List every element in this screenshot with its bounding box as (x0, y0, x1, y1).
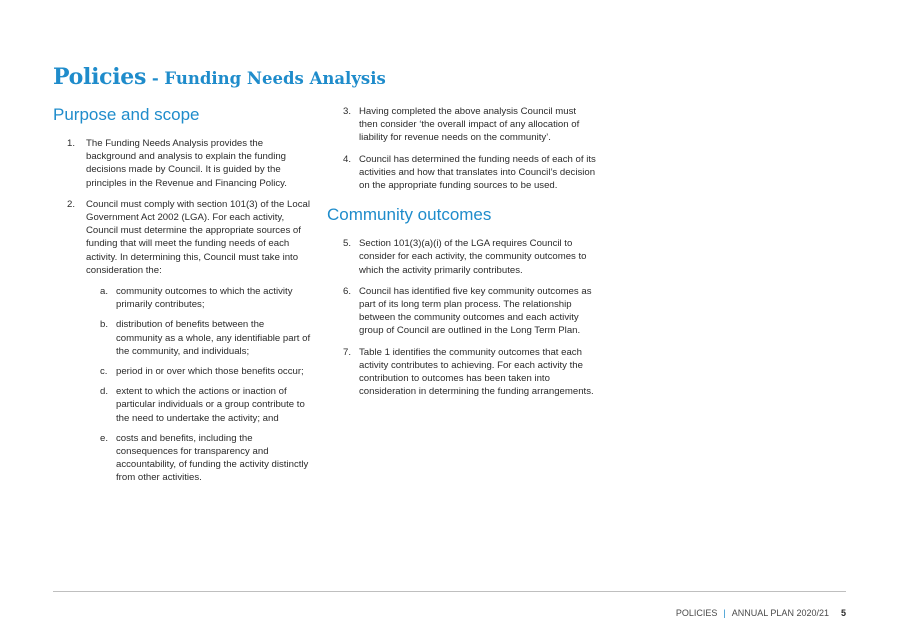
sub-item-letter: c. (100, 366, 108, 378)
section-heading-purpose: Purpose and scope (53, 105, 200, 124)
community-outcomes-list (327, 237, 597, 398)
item-number: 3. (343, 106, 352, 117)
item-number: 4. (343, 153, 352, 165)
item-text: Council has determined the funding needs of each of its activities and how that translates into Council’s decision on the appropriate funding sources to be used. (359, 153, 596, 192)
item-number: 6. (343, 285, 352, 297)
section-heading-community-outcomes: Community outcomes (327, 205, 492, 225)
purpose-list (53, 137, 313, 485)
item-text: The Funding Needs Analysis provides the background and analysis to explain the funding decisions made by Council. It is guided by the principles in the Revenue and Financing Policy. (86, 138, 287, 189)
sub-item-letter: a. (100, 286, 109, 298)
page-footer (676, 608, 846, 618)
footer-separator: | (723, 608, 726, 618)
sub-item-text: period in or over which those benefits occur; (116, 366, 304, 378)
list-item (327, 346, 597, 399)
list-item (327, 153, 597, 193)
sub-item-text: distribution of benefits between the community as a whole, any identifiable part of the community, and individuals; (116, 319, 311, 357)
sub-list-item (86, 318, 313, 358)
footer-divider (53, 591, 846, 592)
list-item (327, 237, 597, 277)
sub-item-text: costs and benefits, including the consequences for transparency and accountability, of funding the activity distinctly from other activities. (116, 432, 309, 484)
footer-section: POLICIES (675, 608, 718, 618)
analysis-list (327, 105, 597, 192)
sub-list (86, 285, 313, 485)
sub-item-letter: b. (100, 319, 109, 331)
sub-list-item (86, 432, 313, 485)
list-item (53, 198, 313, 485)
right-column (327, 105, 597, 406)
left-column (53, 105, 313, 493)
page-title-bold: Policies (53, 64, 147, 90)
sub-item-text: extent to which the actions or inaction of particular individuals or a group contribute to the need to undertake the activity; and (116, 386, 305, 424)
sub-item-letter: d. (100, 386, 109, 398)
item-text: Having completed the above analysis Council must then consider ‘the overall impact of any allocation of liability for revenue needs on the community’. (359, 106, 580, 144)
page-title-sub: - Funding Needs Analysis (146, 69, 386, 88)
page-title (53, 54, 386, 92)
item-number: 7. (343, 346, 352, 358)
item-number: 1. (67, 138, 76, 149)
footer-plan: ANNUAL PLAN 2020/21 (731, 608, 829, 618)
item-number: 5. (343, 238, 352, 250)
sub-item-text: community outcomes to which the activity primarily contributes; (116, 286, 293, 311)
item-text: Section 101(3)(a)(i) of the LGA requires Council to consider for each activity, the community outcomes to which the activity primarily contributes. (359, 238, 587, 276)
sub-list-item (86, 365, 313, 378)
list-item (53, 137, 313, 190)
sub-item-letter: e. (100, 432, 109, 444)
sub-list-item (86, 285, 313, 311)
item-text: Council has identified five key community outcomes as part of its long term plan process. The relationship between the community outcomes and each activity group of Council are outlined in the Long Term Plan. (359, 285, 592, 337)
item-text: Council must comply with section 101(3) of the Local Government Act 2002 (LGA). For each activity, Council must determine the appropriate sources of funding that will meet the funding needs of each activity. In determining this, Council must take into consideration the: (86, 198, 310, 276)
item-number: 2. (67, 198, 76, 210)
list-item (327, 105, 597, 145)
page-number: 5 (840, 608, 846, 618)
item-text: Table 1 identifies the community outcomes that each activity contributes to achieving. For each activity the contribution to outcomes has been taken into consideration in determining the funding arrangements. (359, 346, 594, 398)
list-item (327, 285, 597, 338)
sub-list-item (86, 385, 313, 425)
